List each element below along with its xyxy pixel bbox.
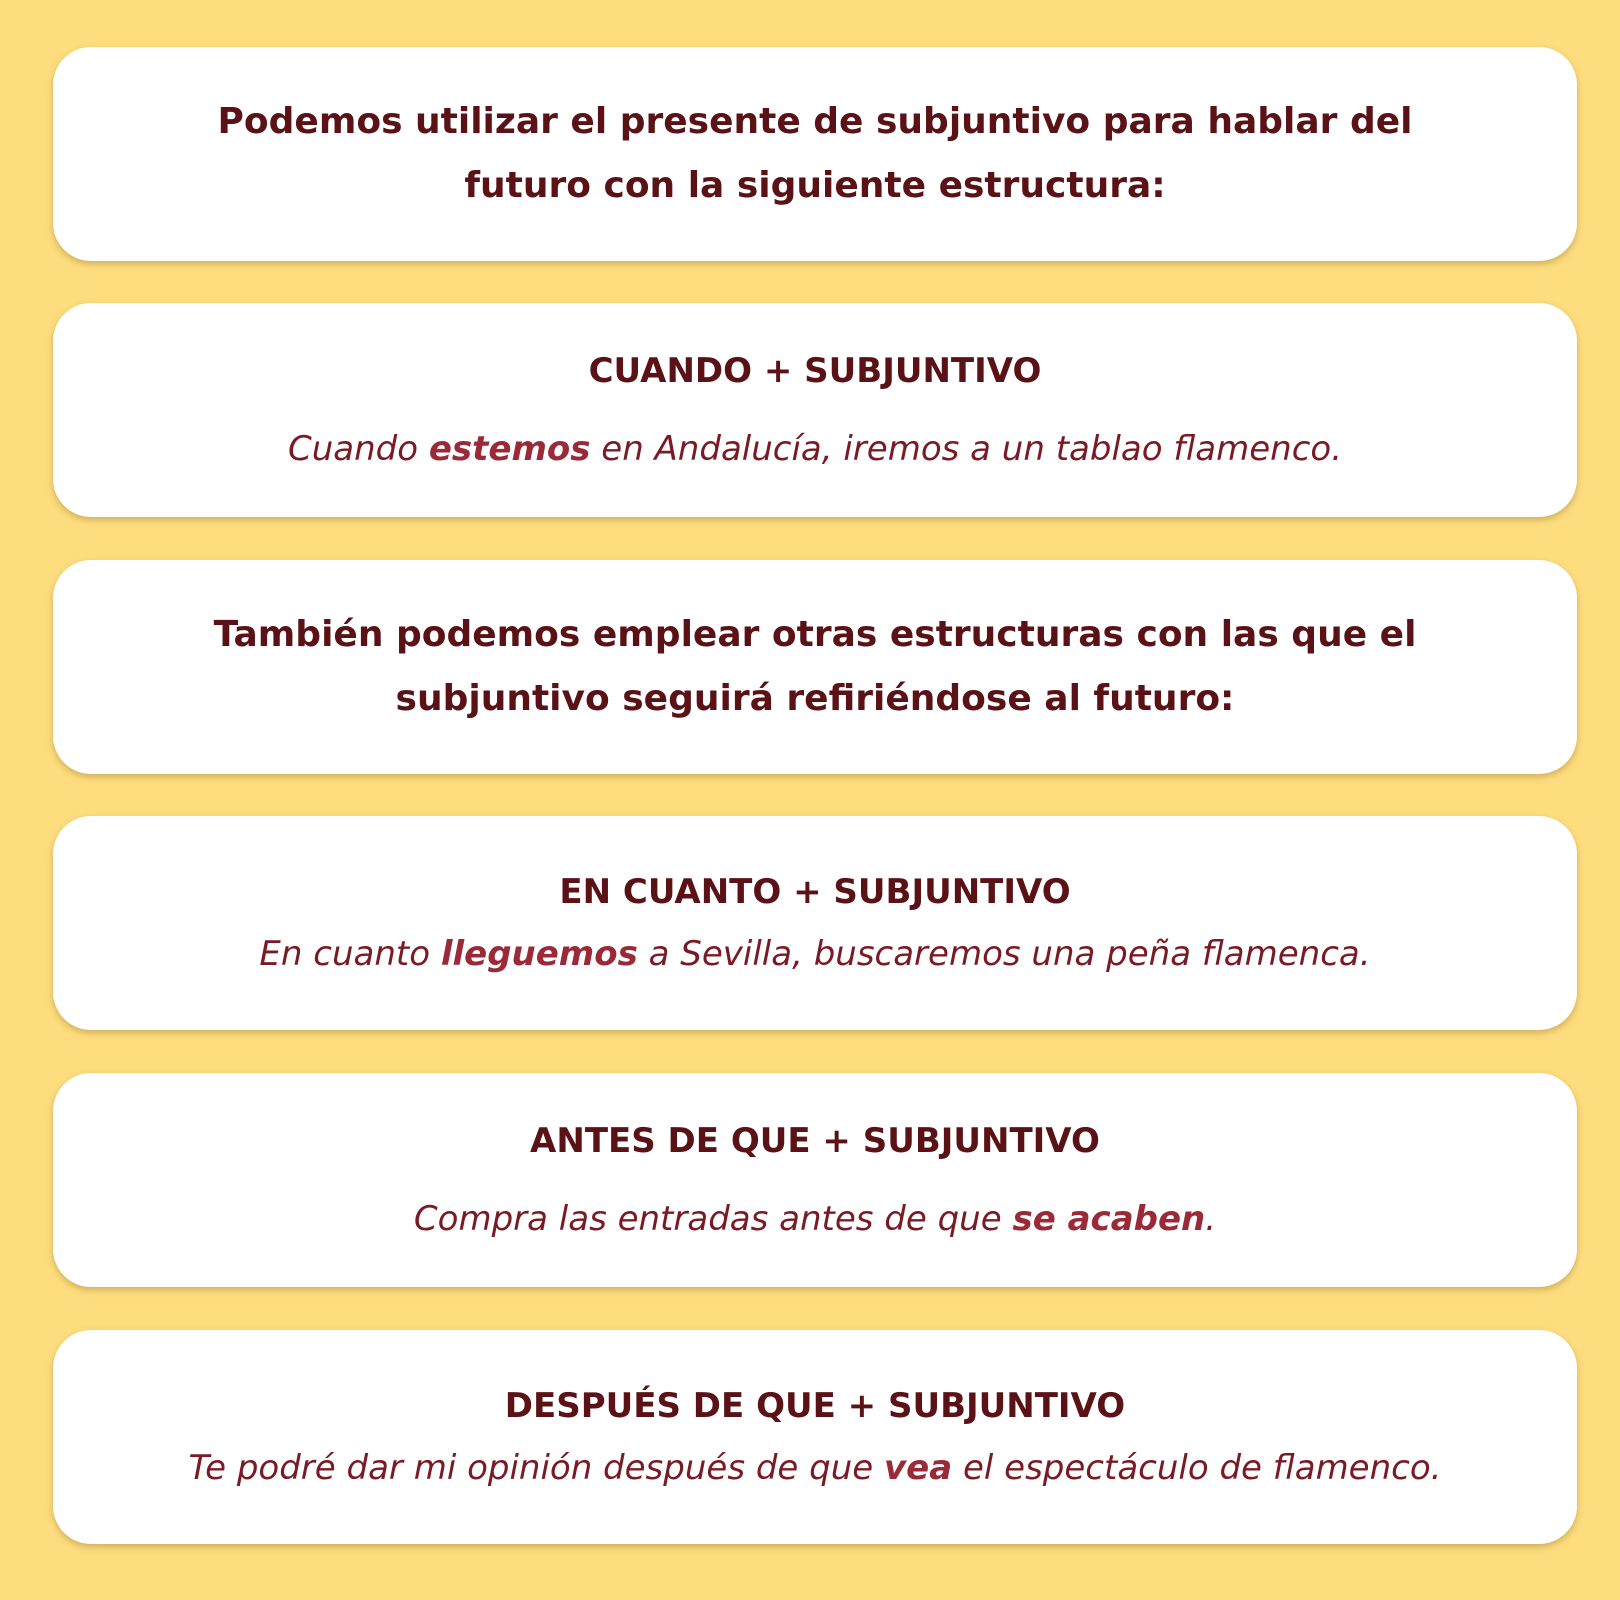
rule-card-en-cuanto [53, 816, 1577, 1030]
rule-example-antes-de-que [414, 1197, 1216, 1241]
rule-card-cuando [53, 303, 1577, 517]
rule-example-cuando [288, 427, 1342, 471]
example-verb-highlight: estemos [428, 429, 591, 469]
intro-card-2 [53, 560, 1577, 774]
rule-heading-cuando: CUANDO + SUBJUNTIVO [588, 351, 1042, 391]
rule-card-despues-de-que [53, 1330, 1577, 1544]
intro-text-1: Podemos utilizar el presente de subjuntivo para hablar del futuro con la siguiente estructura: [217, 101, 1413, 206]
example-text-before: Te podré dar mi opinión después de que [188, 1448, 885, 1488]
rule-card-antes-de-que [53, 1073, 1577, 1287]
intro-card-1 [53, 47, 1577, 261]
example-text-before: Cuando [287, 429, 429, 469]
example-text-after: . [1205, 1199, 1217, 1239]
rule-heading-despues-de-que: DESPUÉS DE QUE + SUBJUNTIVO [504, 1386, 1126, 1426]
example-text-after: el espectáculo de flamenco. [952, 1448, 1442, 1488]
example-verb-highlight: lleguemos [440, 934, 638, 974]
example-text-before: Compra las entradas antes de que [413, 1199, 1013, 1239]
example-verb-highlight: se acaben [1012, 1199, 1206, 1239]
example-text-before: En cuanto [259, 934, 441, 974]
example-text-after: en Andalucía, iremos a un tablao flamenco. [590, 429, 1343, 469]
rule-example-despues-de-que [189, 1446, 1442, 1490]
rule-example-en-cuanto [259, 932, 1370, 976]
example-text-after: a Sevilla, buscaremos una peña flamenca. [637, 934, 1371, 974]
rule-heading-antes-de-que: ANTES DE QUE + SUBJUNTIVO [530, 1121, 1100, 1161]
rule-heading-en-cuanto: EN CUANTO + SUBJUNTIVO [559, 872, 1071, 912]
intro-text-2: También podemos emplear otras estructuras con las que el subjuntivo seguirá refiriéndose al futuro: [213, 614, 1417, 719]
example-verb-highlight: vea [884, 1448, 953, 1488]
